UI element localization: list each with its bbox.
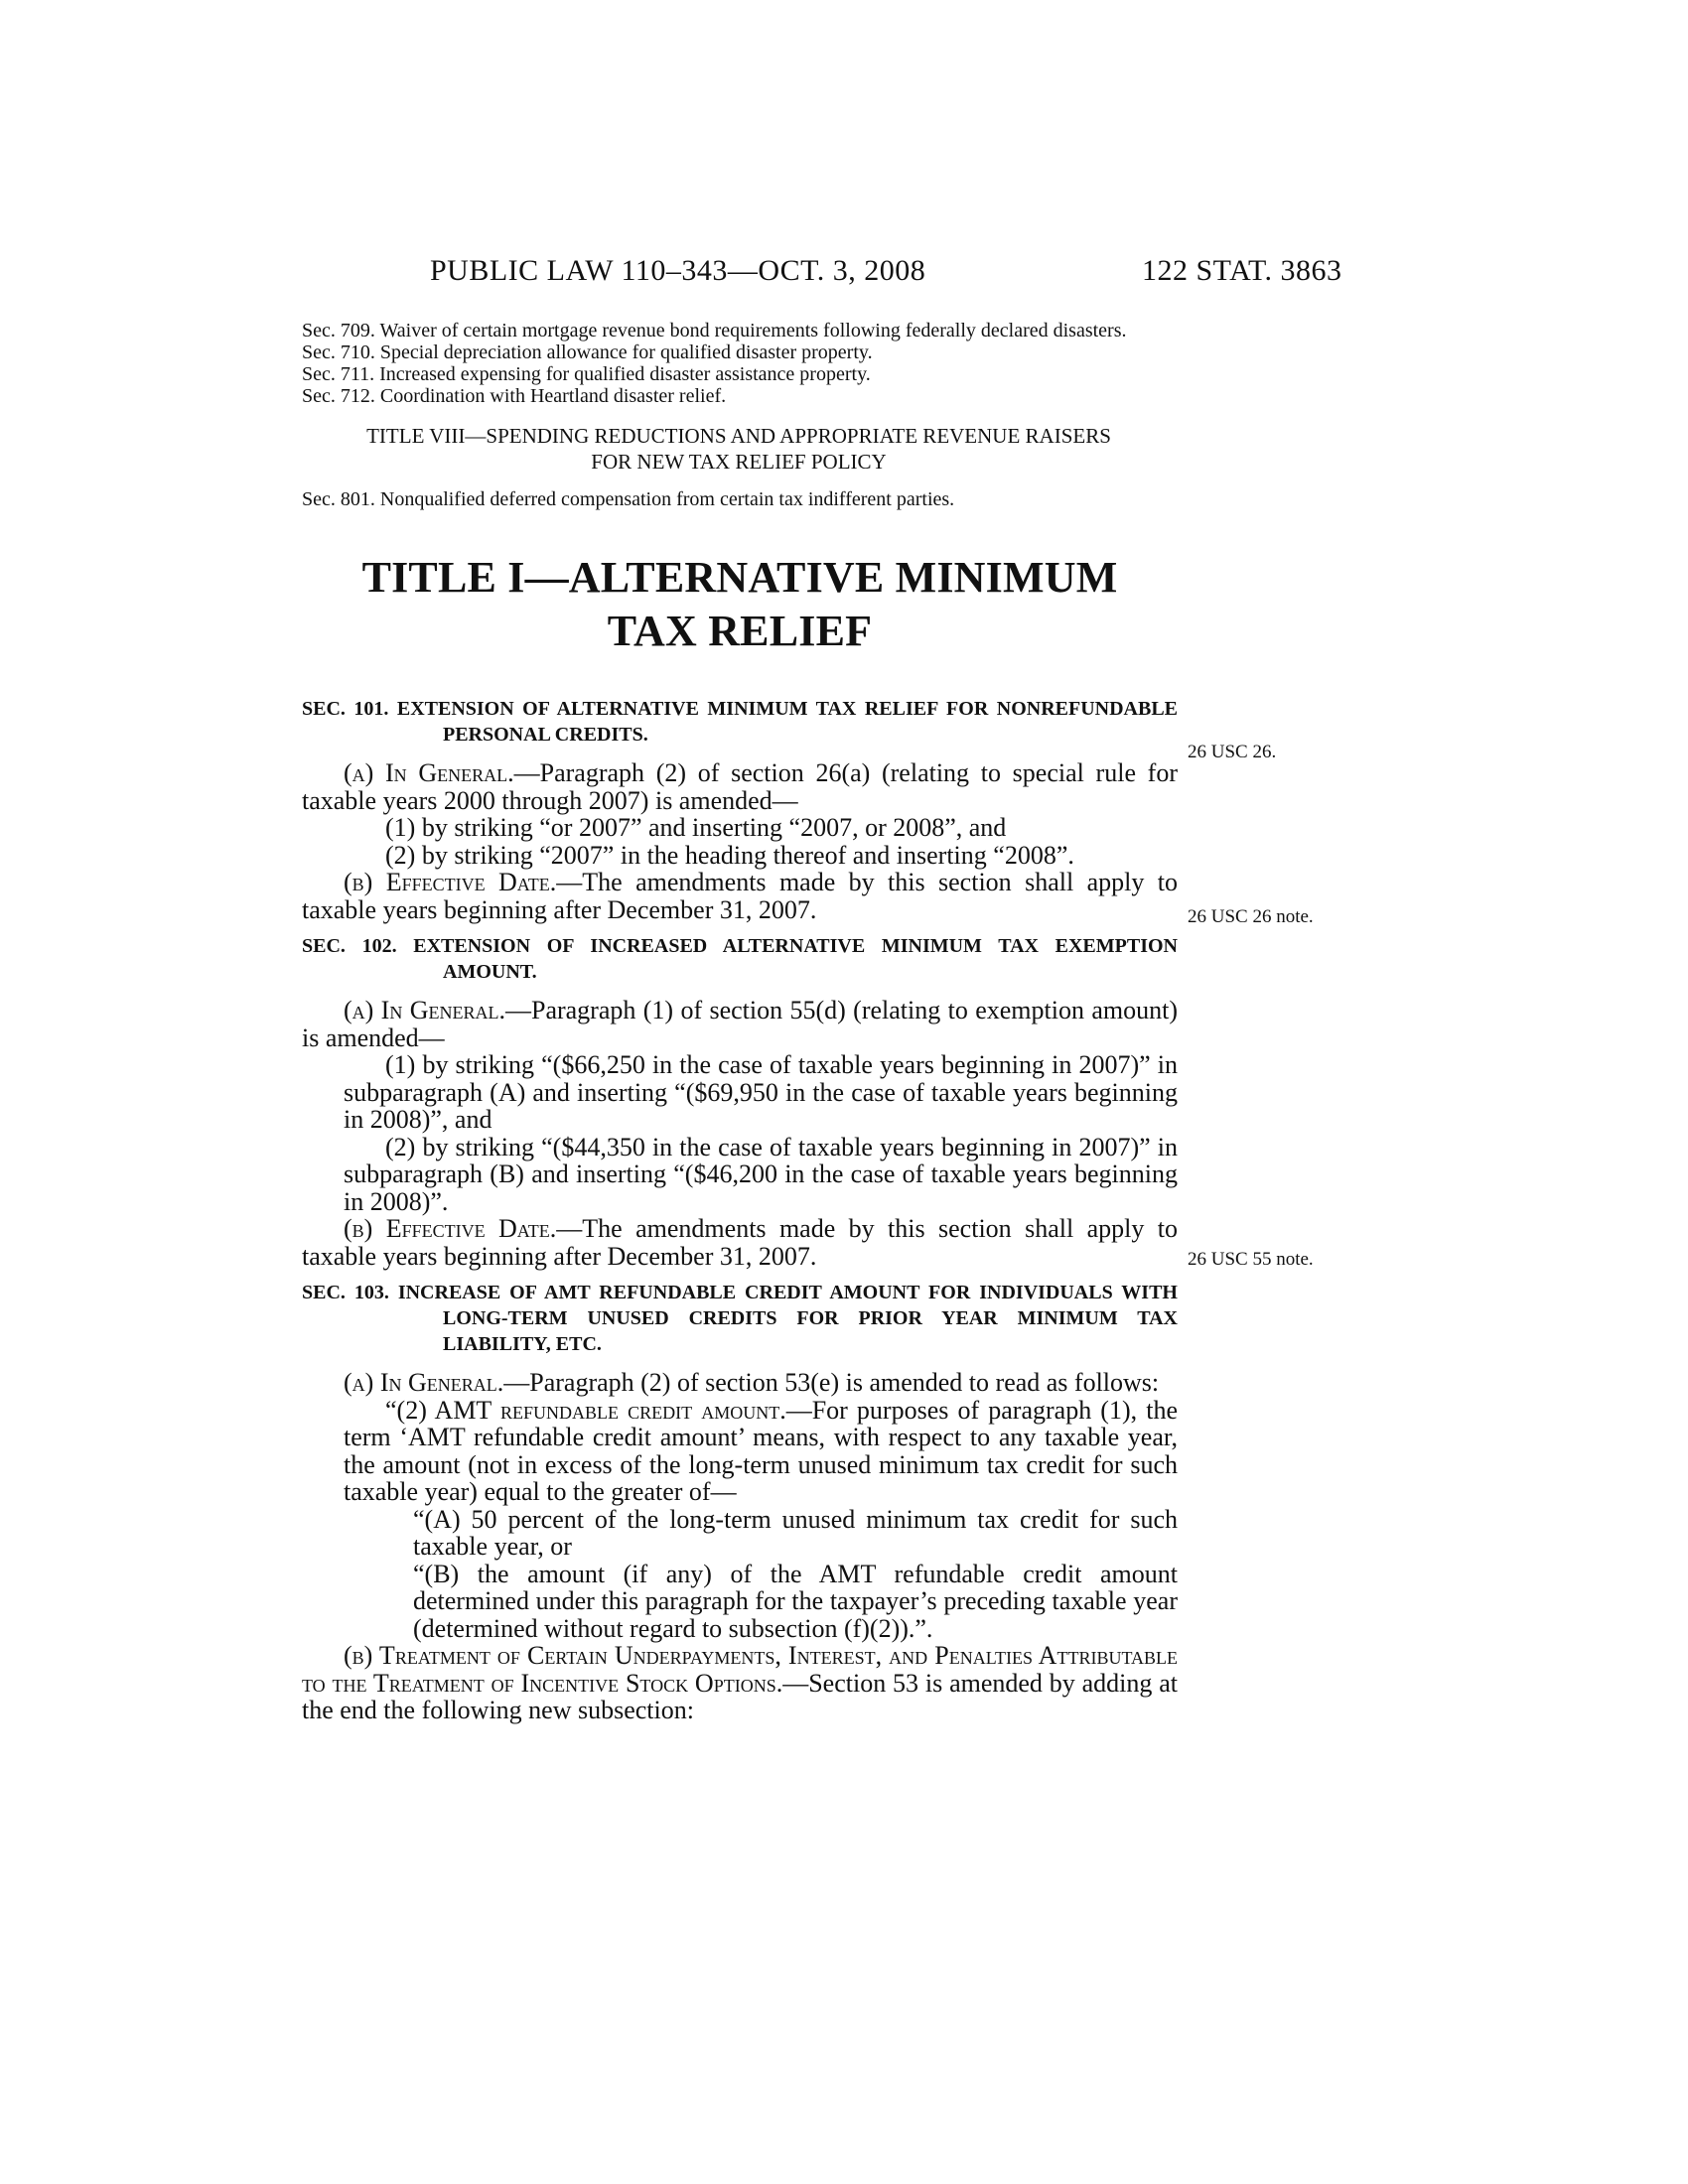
sec102-a-label: (a) In General.	[344, 996, 505, 1024]
sec103-quoted-2	[302, 1397, 1178, 1506]
sec103-quoted-a: “(A) 50 percent of the long-term unused minimum tax credit for such taxable year, or	[413, 1504, 1178, 1561]
sec102-p1: (1) by striking “($66,250 in the case of taxable years beginning in 2007)” in subparagraph (A) and inserting “($69,950 in the case of taxable years beginning in 2008)”, and	[344, 1050, 1178, 1134]
sec101-p1: (1) by striking “or 2007” and inserting “2007, or 2008”, and	[385, 813, 1007, 842]
margin-note-26usc26-note: 26 USC 26 note.	[1188, 906, 1314, 927]
toc-item: Sec. 711. Increased expensing for qualified disaster assistance property.	[302, 363, 871, 385]
main-body	[302, 551, 1178, 1724]
sec101-b-text: —The amendments made by this section shall apply to taxable years beginning after December 31, 2007.	[302, 868, 1178, 924]
sec103-b-label: (b) Treatment of Certain Underpayments, Interest, and Penalties Attributable to the Treatment of Incentive Stock Options.	[302, 1641, 1178, 1698]
sec103-b-text: —Section 53 is amended by adding at the end the following new subsection:	[302, 1668, 1178, 1724]
toc-item: Sec. 712. Coordination with Heartland disaster relief.	[302, 385, 727, 407]
toc-item: Sec. 801. Nonqualified deferred compensation from certain tax indifferent parties.	[302, 488, 955, 510]
sec101-a-text: —Paragraph (2) of section 26(a) (relating to special rule for taxable years 2000 through 2007) is amended—	[302, 758, 1178, 815]
sec103-quoted-b: “(B) the amount (if any) of the AMT refundable credit amount determined under this paragraph for the taxpayer’s preceding taxable year (determined without regard to subsection (f)(2)).”.	[413, 1559, 1178, 1643]
sec101-a-label: (a) In General.	[344, 758, 514, 787]
table-of-contents	[302, 320, 1176, 510]
sec103-b	[302, 1642, 1178, 1724]
sec103-a	[302, 1369, 1178, 1397]
section-heading-102: SEC. 102. EXTENSION OF INCREASED ALTERNATIVE MINIMUM TAX EXEMPTION AMOUNT.	[302, 935, 1178, 983]
sec101-a	[302, 759, 1178, 814]
running-header-law: PUBLIC LAW 110–343—OCT. 3, 2008	[430, 254, 926, 287]
toc-item: Sec. 710. Special depreciation allowance for qualified disaster property.	[302, 341, 873, 363]
sec101-b-label: (b) Effective Date.	[344, 868, 557, 896]
sec101-p2: (2) by striking “2007” in the heading thereof and inserting “2008”.	[385, 840, 1074, 870]
sec102-b-text: —The amendments made by this section shall apply to taxable years beginning after December 31, 2007.	[302, 1214, 1178, 1271]
sec103-a-text: —Paragraph (2) of section 53(e) is amended to read as follows:	[503, 1368, 1160, 1397]
sec103-quoted-2-pre: “(2) AMT	[385, 1395, 500, 1425]
sec102-a-text: —Paragraph (1) of section 55(d) (relating to exemption amount) is amended—	[302, 996, 1178, 1052]
sec101-b	[302, 869, 1178, 923]
sec102-b-label: (b) Effective Date.	[344, 1214, 557, 1243]
margin-note-26usc55-note: 26 USC 55 note.	[1188, 1249, 1314, 1270]
section-heading-103: SEC. 103. INCREASE OF AMT REFUNDABLE CREDIT AMOUNT FOR INDIVIDUALS WITH LONG-TERM UNUSED CREDITS FOR PRIOR YEAR MINIMUM TAX LIABILITY, ETC.	[302, 1282, 1178, 1355]
sec103-quoted-2-text: —For purposes of paragraph (1), the term ‘AMT refundable credit amount’ means, with respect to any taxable year, the amount (not in excess of the long-term unused minimum tax credit for such taxable year) equal to the greater of—	[344, 1395, 1179, 1506]
toc-item: Sec. 709. Waiver of certain mortgage revenue bond requirements following federally declared disasters.	[302, 320, 1127, 341]
title-heading: TITLE I—ALTERNATIVE MINIMUM TAX RELIEF	[361, 553, 1118, 655]
toc-title-viii: TITLE VIII—SPENDING REDUCTIONS AND APPROPRIATE REVENUE RAISERS FOR NEW TAX RELIEF POLICY	[366, 424, 1111, 474]
sec102-p2: (2) by striking “($44,350 in the case of taxable years beginning in 2007)” in subparagraph (B) and inserting “($46,200 in the case of taxable years beginning in 2008)”.	[344, 1132, 1178, 1216]
sec102-a	[302, 997, 1178, 1051]
running-header-stat: 122 STAT. 3863	[1142, 254, 1342, 287]
sec102-b	[302, 1215, 1178, 1270]
sec103-a-label: (a) In General.	[344, 1368, 504, 1397]
section-heading-101: SEC. 101. EXTENSION OF ALTERNATIVE MINIMUM TAX RELIEF FOR NONREFUNDABLE PERSONAL CREDITS.	[302, 698, 1178, 746]
sec103-quoted-2-label: refundable credit amount.	[499, 1395, 786, 1425]
margin-note-26usc26: 26 USC 26.	[1188, 742, 1277, 762]
